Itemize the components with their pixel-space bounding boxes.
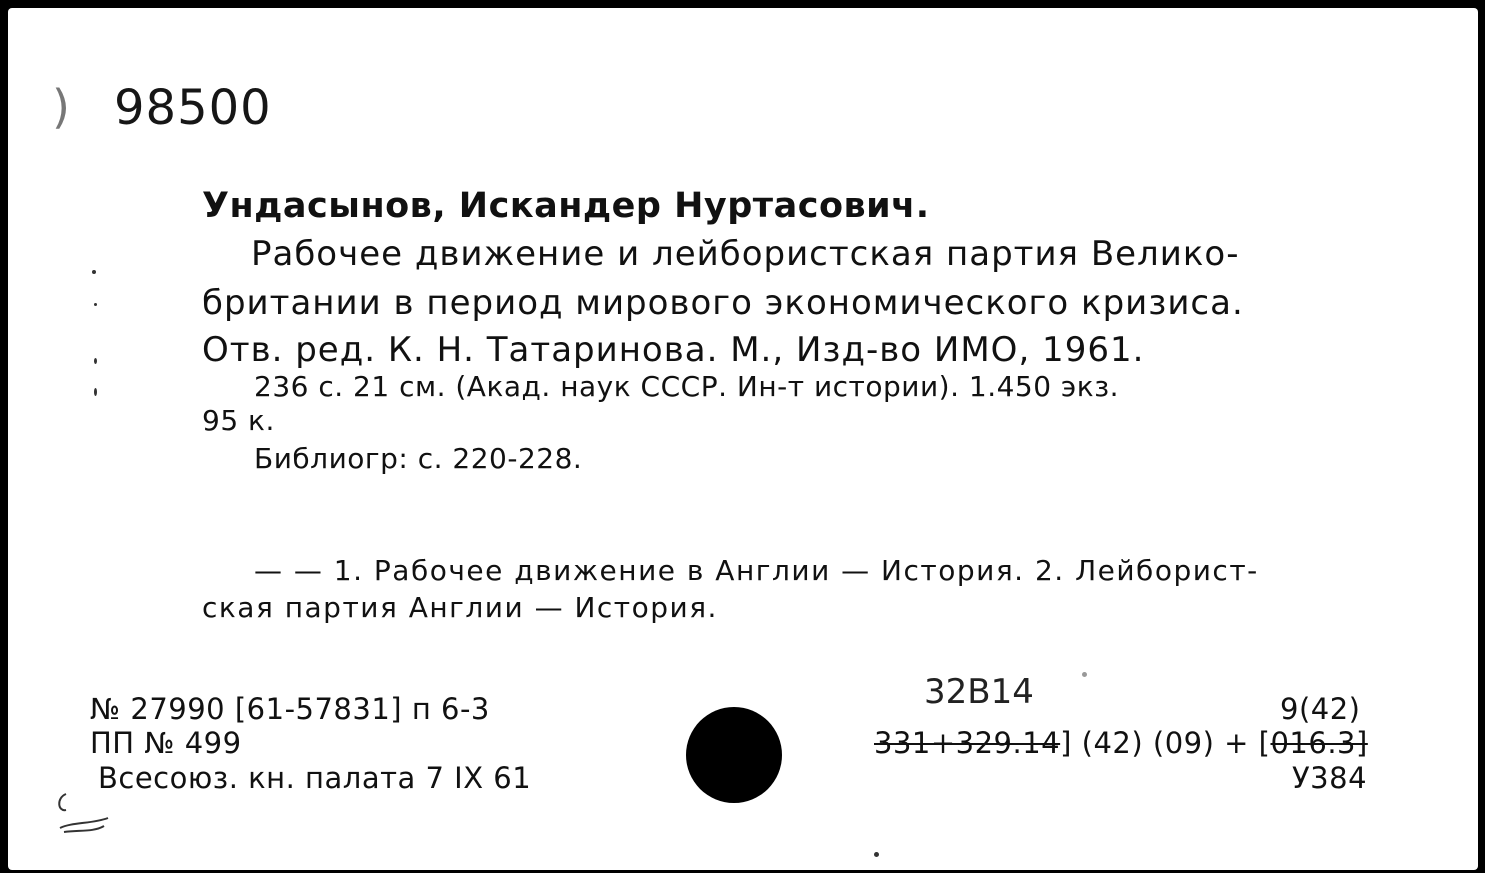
udc-struck-part: 331+329.14 — [874, 726, 1061, 760]
title-line-1: Рабочее движение и лейбористская партия Велико- — [251, 234, 1240, 274]
punch-hole — [686, 707, 782, 803]
author-heading: Ундасынов, Искандер Нуртасович. — [202, 186, 930, 226]
price-line: 95 к. — [202, 404, 275, 437]
physical-description: 236 с. 21 см. (Акад. наук СССР. Ин-т истории). 1.450 экз. — [254, 370, 1119, 403]
classification-top: 9(42) — [1280, 692, 1361, 726]
margin-speck — [94, 388, 97, 396]
margin-speck — [94, 303, 97, 306]
handwritten-scribble — [52, 788, 122, 838]
footer-order-number: ПП № 499 — [90, 726, 242, 760]
bottom-speck — [874, 852, 879, 857]
classification-bottom: У384 — [1292, 761, 1368, 795]
stamp-mark: ) — [52, 80, 70, 134]
udc-middle: ] (42) (09) + [ — [1060, 726, 1271, 760]
bibliography-note: Библиогр: с. 220-228. — [254, 442, 583, 475]
subject-line-2: ская партия Англии — История. — [202, 591, 718, 624]
subject-line-1: — — 1. Рабочее движение в Англии — История. 2. Лейборист- — [254, 554, 1259, 587]
margin-speck — [94, 358, 97, 364]
handwritten-accession-number: 98500 — [114, 80, 272, 136]
margin-speck — [92, 270, 96, 274]
udc-struck-end: 016.3] — [1270, 726, 1368, 760]
handwritten-class-code: 32В14 — [924, 672, 1034, 712]
corner-speck — [1082, 672, 1087, 677]
catalog-card — [8, 8, 1478, 870]
classification-udc — [874, 726, 1368, 760]
title-line-2: британии в период мирового экономического кризиса. — [202, 283, 1244, 323]
footer-publisher-line: Всесоюз. кн. палата 7 IX 61 — [98, 761, 532, 795]
title-line-3: Отв. ред. К. Н. Татаринова. М., Изд-во ИМО, 1961. — [202, 330, 1145, 370]
footer-registry-number: № 27990 [61-57831] п 6-3 — [90, 692, 490, 726]
